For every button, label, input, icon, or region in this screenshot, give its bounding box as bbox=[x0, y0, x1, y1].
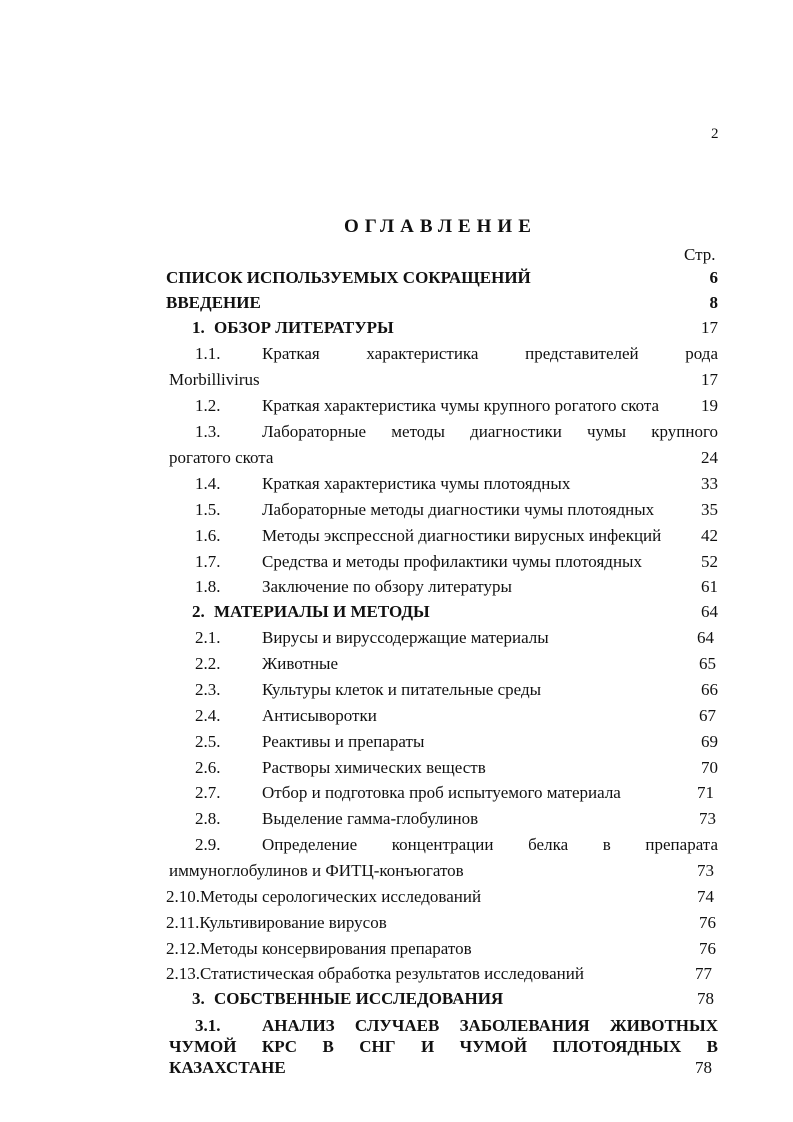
toc-entry-page: 76 bbox=[699, 913, 716, 932]
toc-entry-continuation: иммуноглобулинов и ФИТЦ-конъюгатов bbox=[169, 861, 464, 880]
toc-entry-continuation: Morbillivirus bbox=[169, 370, 260, 389]
toc-entry-continuation: КАЗАХСТАНЕ bbox=[169, 1058, 286, 1077]
toc-entry-page: 69 bbox=[701, 732, 718, 751]
toc-entry-page: 76 bbox=[699, 939, 716, 958]
toc-entry-page: 19 bbox=[701, 396, 718, 415]
toc-entry-number: 1. bbox=[192, 318, 205, 337]
toc-entry-1-2[interactable]: Краткая характеристика чумы крупного рогатого скота bbox=[262, 396, 660, 415]
toc-entry-page: 78 bbox=[697, 989, 714, 1008]
toc-entry-2-7[interactable]: Отбор и подготовка проб испытуемого материала bbox=[262, 783, 621, 802]
toc-entry-number: 2.1. bbox=[195, 628, 221, 647]
toc-entry-page: 64 bbox=[697, 628, 714, 647]
toc-entry-2-10[interactable]: 2.10.Методы серологических исследований bbox=[166, 887, 482, 906]
toc-entry-number: 2.2. bbox=[195, 654, 221, 673]
toc-entry-page: 77 bbox=[695, 964, 712, 983]
toc-entry-page: 8 bbox=[709, 293, 718, 312]
toc-entry-continuation: рогатого скота bbox=[169, 448, 274, 467]
toc-entry-page: 66 bbox=[701, 680, 718, 699]
toc-entry-page: 52 bbox=[701, 552, 718, 571]
toc-entry-number: 2.8. bbox=[195, 809, 221, 828]
toc-entry-number: 1.4. bbox=[195, 474, 221, 493]
toc-entry-page: 24 bbox=[701, 448, 718, 467]
toc-entry-page: 67 bbox=[699, 706, 716, 725]
toc-entry-number: 1.6. bbox=[195, 526, 221, 545]
toc-entry-number: 1.7. bbox=[195, 552, 221, 571]
toc-entry-number: 2.9. bbox=[195, 835, 221, 854]
toc-entry-page: 42 bbox=[701, 526, 718, 545]
toc-entry-1-8[interactable]: Заключение по обзору литературы bbox=[262, 577, 512, 596]
toc-entry-introduction[interactable]: ВВЕДЕНИЕ bbox=[166, 293, 261, 312]
toc-entry-1-7[interactable]: Средства и методы профилактики чумы плотоядных bbox=[262, 552, 642, 571]
toc-entry-3-1[interactable]: АНАЛИЗ СЛУЧАЕВ ЗАБОЛЕВАНИЯ ЖИВОТНЫХ bbox=[262, 1016, 718, 1035]
toc-entry-number: 1.1. bbox=[195, 344, 221, 363]
toc-entry-2-6[interactable]: Растворы химических веществ bbox=[262, 758, 486, 777]
toc-entry-page: 65 bbox=[699, 654, 716, 673]
toc-entry-2-1[interactable]: Вирусы и вируссодержащие материалы bbox=[262, 628, 549, 647]
toc-entry-materials-methods[interactable]: МАТЕРИАЛЫ И МЕТОДЫ bbox=[214, 602, 430, 621]
toc-entry-1-3[interactable]: Лабораторные методы диагностики чумы крупного bbox=[262, 422, 718, 441]
toc-entry-number: 3.1. bbox=[195, 1016, 221, 1035]
toc-entry-2-2[interactable]: Животные bbox=[262, 654, 339, 673]
toc-entry-2-11[interactable]: 2.11.Культивирование вирусов bbox=[166, 913, 387, 932]
toc-entry-number: 2.6. bbox=[195, 758, 221, 777]
toc-entry-2-4[interactable]: Антисыворотки bbox=[262, 706, 377, 725]
toc-entry-1-4[interactable]: Краткая характеристика чумы плотоядных bbox=[262, 474, 571, 493]
toc-entry-page: 70 bbox=[701, 758, 718, 777]
toc-entry-own-research[interactable]: СОБСТВЕННЫЕ ИССЛЕДОВАНИЯ bbox=[214, 989, 504, 1008]
toc-entry-page: 73 bbox=[699, 809, 716, 828]
toc-entry-page: 71 bbox=[697, 783, 714, 802]
page-number: 2 bbox=[711, 126, 719, 142]
toc-entry-literature-review[interactable]: ОБЗОР ЛИТЕРАТУРЫ bbox=[214, 318, 394, 337]
toc-entry-2-13[interactable]: 2.13.Статистическая обработка результатов исследований bbox=[166, 964, 584, 983]
toc-entry-2-8[interactable]: Выделение гамма-глобулинов bbox=[262, 809, 479, 828]
toc-entry-page: 33 bbox=[701, 474, 718, 493]
toc-entry-page: 6 bbox=[709, 268, 718, 287]
toc-entry-1-5[interactable]: Лабораторные методы диагностики чумы плотоядных bbox=[262, 500, 655, 519]
toc-entry-number: 2.4. bbox=[195, 706, 221, 725]
toc-entry-number: 1.8. bbox=[195, 577, 221, 596]
toc-entry-number: 2. bbox=[192, 602, 205, 621]
toc-entry-page: 64 bbox=[701, 602, 718, 621]
toc-title: ОГЛАВЛЕНИЕ bbox=[344, 216, 537, 237]
toc-entry-continuation: ЧУМОЙ КРС В СНГ И ЧУМОЙ ПЛОТОЯДНЫХ В bbox=[169, 1037, 718, 1056]
toc-entry-number: 2.3. bbox=[195, 680, 221, 699]
toc-entry-page: 78 bbox=[695, 1058, 712, 1077]
page-column-label: Стр. bbox=[684, 245, 716, 264]
toc-entry-page: 17 bbox=[701, 318, 718, 337]
toc-entry-page: 61 bbox=[701, 577, 718, 596]
toc-entry-number: 3. bbox=[192, 989, 205, 1008]
toc-entry-page: 74 bbox=[697, 887, 714, 906]
toc-entry-1-6[interactable]: Методы экспрессной диагностики вирусных инфекций bbox=[262, 526, 662, 545]
toc-entry-2-5[interactable]: Реактивы и препараты bbox=[262, 732, 425, 751]
toc-entry-number: 2.7. bbox=[195, 783, 221, 802]
toc-entry-page: 35 bbox=[701, 500, 718, 519]
toc-entry-number: 1.5. bbox=[195, 500, 221, 519]
toc-entry-number: 1.2. bbox=[195, 396, 221, 415]
toc-entry-page: 73 bbox=[697, 861, 714, 880]
toc-entry-1-1[interactable]: Краткая характеристика представителей рода bbox=[262, 344, 718, 363]
toc-entry-2-3[interactable]: Культуры клеток и питательные среды bbox=[262, 680, 542, 699]
toc-entry-number: 2.5. bbox=[195, 732, 221, 751]
toc-entry-2-12[interactable]: 2.12.Методы консервирования препаратов bbox=[166, 939, 472, 958]
toc-entry-number: 1.3. bbox=[195, 422, 221, 441]
toc-entry-page: 17 bbox=[701, 370, 718, 389]
toc-entry-2-9[interactable]: Определение концентрации белка в препарата bbox=[262, 835, 718, 854]
toc-entry-abbreviations[interactable]: СПИСОК ИСПОЛЬЗУЕМЫХ СОКРАЩЕНИЙ bbox=[166, 268, 531, 287]
